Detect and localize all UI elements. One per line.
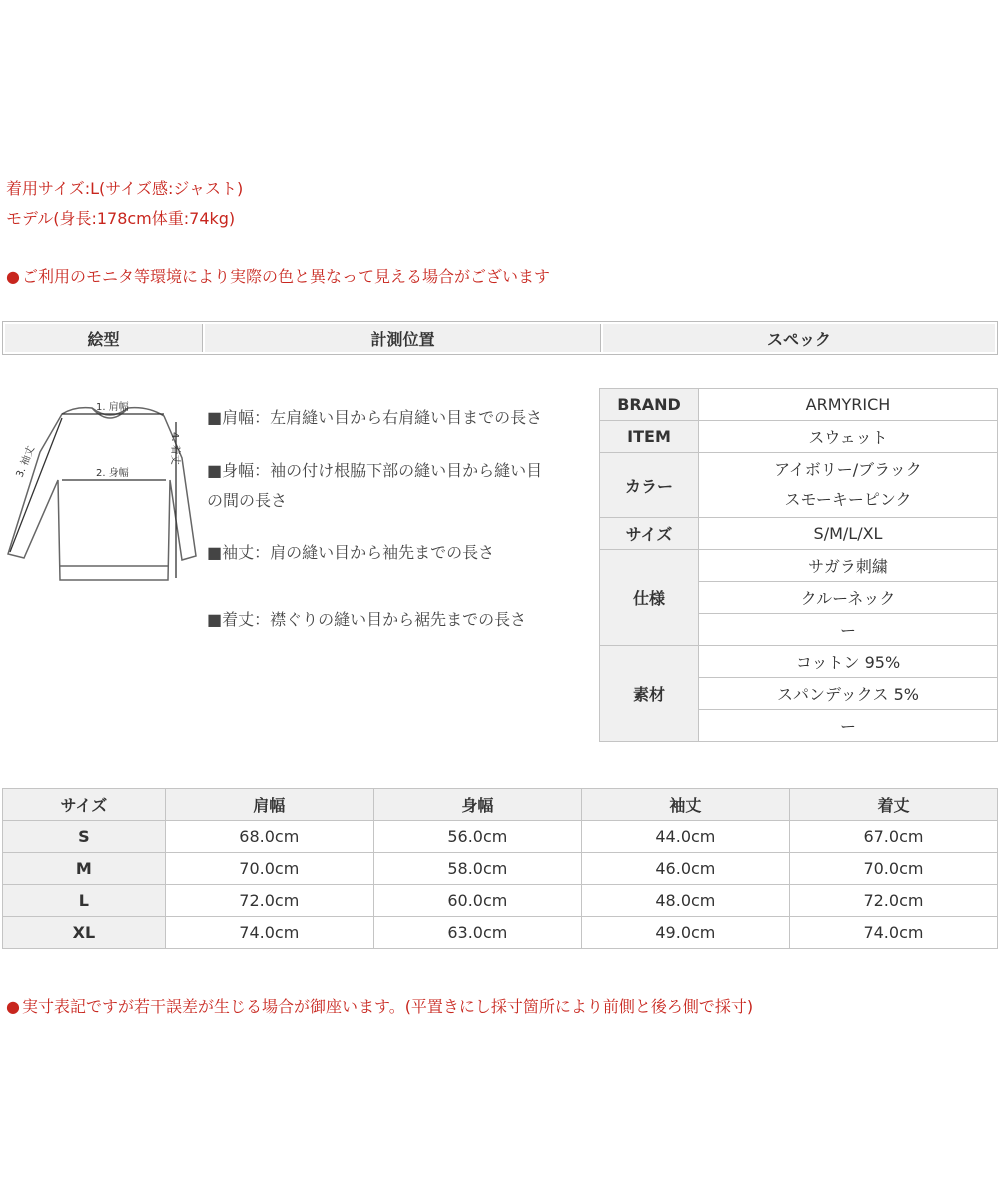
size-cell: 72.0cm xyxy=(789,885,997,917)
table-row xyxy=(3,885,998,917)
spec-shiyou-key: 仕様 xyxy=(600,550,699,646)
table-row xyxy=(3,917,998,949)
size-cell: 48.0cm xyxy=(581,885,789,917)
size-header-shoulder: 肩幅 xyxy=(165,789,373,821)
spec-sozai-value: スパンデックス 5% xyxy=(699,678,998,710)
spec-size-key: サイズ xyxy=(600,518,699,550)
size-header-length: 着丈 xyxy=(789,789,997,821)
desc-length: ■着丈：襟ぐりの縫い目から裾先までの長さ xyxy=(207,610,527,629)
size-cell: 70.0cm xyxy=(165,853,373,885)
shirt-outline xyxy=(8,408,196,580)
fit-size-note: 着用サイズ:L(サイズ感:ジャスト) xyxy=(6,179,244,198)
label-body: 2. 身幅 xyxy=(96,468,129,479)
size-table xyxy=(2,788,998,949)
desc-shoulder: ■肩幅：左肩縫い目から右肩縫い目までの長さ xyxy=(207,408,543,427)
desc-body: ■身幅：袖の付け根脇下部の縫い目から縫い目 xyxy=(207,461,543,480)
size-cell: 72.0cm xyxy=(165,885,373,917)
desc-sleeve: ■袖丈：肩の縫い目から袖先までの長さ xyxy=(207,543,495,562)
spec-color-value-2: スモーキーピンク xyxy=(784,490,912,509)
size-cell: 67.0cm xyxy=(789,821,997,853)
size-cell: 46.0cm xyxy=(581,853,789,885)
size-cell: 56.0cm xyxy=(373,821,581,853)
spec-row-sozai xyxy=(600,646,998,678)
desc-body-cont: の間の長さ xyxy=(207,491,288,510)
size-header-body: 身幅 xyxy=(373,789,581,821)
header-measure-position: 計測位置 xyxy=(205,324,601,352)
size-table-header xyxy=(3,789,998,821)
spec-row-size xyxy=(600,518,998,550)
model-note: モデル(身長:178cm体重:74kg) xyxy=(6,209,236,228)
spec-table xyxy=(599,388,998,742)
spec-row-color xyxy=(600,453,998,518)
label-shoulder: 1. 肩幅 xyxy=(96,402,129,413)
label-sleeve: 3. 袖丈 xyxy=(14,444,38,480)
spec-row-brand xyxy=(600,389,998,421)
size-cell: 63.0cm xyxy=(373,917,581,949)
table-row xyxy=(3,821,998,853)
size-cell: 70.0cm xyxy=(789,853,997,885)
spec-shiyou-value: ー xyxy=(699,614,998,646)
color-warning-text: ご利用のモニタ等環境により実際の色と異なって見える場合がございます xyxy=(21,267,550,286)
spec-brand-key: BRAND xyxy=(600,389,699,421)
spec-sozai-value: ー xyxy=(699,710,998,742)
header-spec: スペック xyxy=(603,324,995,352)
color-warning xyxy=(6,264,550,287)
spec-sozai-key: 素材 xyxy=(600,646,699,742)
size-cell: 49.0cm xyxy=(581,917,789,949)
measure-warning-text: 実寸表記ですが若干誤差が生じる場合が御座います。(平置きにし採寸箇所により前側と後ろ側で採寸) xyxy=(21,997,754,1016)
spec-item-value: スウェット xyxy=(699,421,998,453)
size-cell: 68.0cm xyxy=(165,821,373,853)
size-cell: 74.0cm xyxy=(789,917,997,949)
spec-shiyou-value: サガラ刺繍 xyxy=(699,550,998,582)
spec-color-value xyxy=(699,453,998,518)
label-length: 4. 着丈 xyxy=(169,432,180,465)
size-label: S xyxy=(3,821,166,853)
spec-color-value-1: アイボリー/ブラック xyxy=(774,460,922,479)
size-label: XL xyxy=(3,917,166,949)
table-row xyxy=(3,853,998,885)
size-label: L xyxy=(3,885,166,917)
size-cell: 44.0cm xyxy=(581,821,789,853)
size-header-size: サイズ xyxy=(3,789,166,821)
spec-color-key: カラー xyxy=(600,453,699,518)
spec-item-key: ITEM xyxy=(600,421,699,453)
size-cell: 58.0cm xyxy=(373,853,581,885)
spec-row-item xyxy=(600,421,998,453)
spec-sozai-value: コットン 95% xyxy=(699,646,998,678)
measure-warning xyxy=(6,994,753,1017)
spec-size-value: S/M/L/XL xyxy=(699,518,998,550)
size-label: M xyxy=(3,853,166,885)
size-header-sleeve: 袖丈 xyxy=(581,789,789,821)
section-header xyxy=(2,321,998,355)
spec-brand-value: ARMYRICH xyxy=(699,389,998,421)
spec-row-shiyou xyxy=(600,550,998,582)
size-cell: 74.0cm xyxy=(165,917,373,949)
spec-shiyou-value: クルーネック xyxy=(699,582,998,614)
sweatshirt-diagram xyxy=(0,388,205,588)
header-diagram: 絵型 xyxy=(5,324,203,352)
size-cell: 60.0cm xyxy=(373,885,581,917)
